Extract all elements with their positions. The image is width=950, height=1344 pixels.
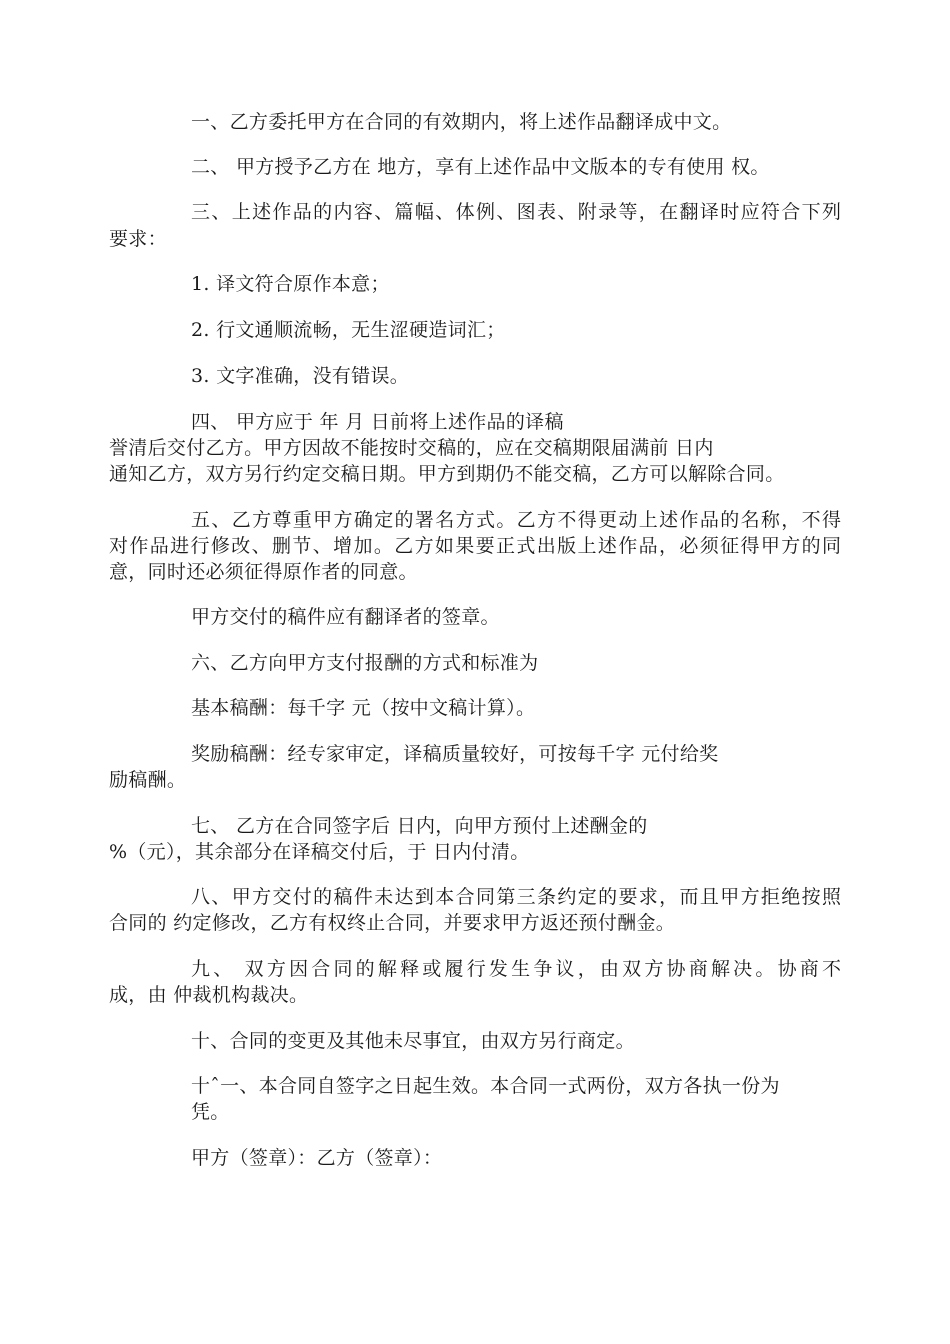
clause-9-line-2: 成，由 仲裁机构裁决。 [109,984,309,1006]
clause-7-line-1: 七、 乙方在合同签字后 日内，向甲方预付上述酬金的 [191,815,648,837]
clause-5-line-3: 意，同时还必须征得原作者的同意。 [109,561,418,583]
clause-7-line-2: %（元），其余部分在译稿交付后，于 日内付清。 [109,841,530,863]
clause-8-line-2: 合同的 约定修改，乙方有权终止合同，并要求甲方返还预付酬金。 [109,912,676,934]
basic-fee-line: 基本稿酬：每千字 元（按中文稿计算）。 [191,697,536,719]
clause-11-line-1: 十ˆ一、本合同自签字之日起生效。本合同一式两份，双方各执一份为 [191,1075,780,1097]
clause-4-line-2: 誉清后交付乙方。甲方因故不能按时交稿的，应在交稿期限届满前 日内 [109,437,714,459]
clause-1-line-1: 一、乙方委托甲方在合同的有效期内，将上述作品翻译成中文。 [191,111,732,133]
clause-10-line-1: 十、合同的变更及其他未尽事宜，由双方另行商定。 [191,1030,635,1052]
clause-5-line-1: 五、乙方尊重甲方确定的署名方式。乙方不得更动上述作品的名称，不得 [191,509,841,531]
bonus-fee-line-2: 励稿酬。 [109,769,187,791]
requirement-2: 2. 行文通顺流畅，无生涩硬造词汇； [191,319,506,341]
requirement-1: 1. 译文符合原作本意； [191,273,390,295]
bonus-fee-line-1: 奖励稿酬：经专家审定，译稿质量较好，可按每千字 元付给奖 [191,743,719,765]
clause-6-line-1: 六、乙方向甲方支付报酬的方式和标准为 [191,652,539,674]
clause-4-line-1: 四、 甲方应于 年 月 日前将上述作品的译稿 [191,411,564,433]
requirement-3: 3. 文字准确，没有错误。 [191,365,410,387]
clause-3-line-2: 要求： [109,228,167,250]
clause-5-line-2: 对作品进行修改、删节、增加。乙方如果要正式出版上述作品，必须征得甲方的同 [109,535,841,557]
clause-11-line-2: 凭。 [191,1101,230,1123]
translator-signature-note: 甲方交付的稿件应有翻译者的签章。 [191,606,500,628]
clause-8-line-1: 八、甲方交付的稿件未达到本合同第三条约定的要求，而且甲方拒绝按照 [191,886,841,908]
clause-4-line-3: 通知乙方，双方另行约定交稿日期。甲方到期仍不能交稿，乙方可以解除合同。 [109,463,785,485]
clause-9-line-1: 九、 双方因合同的解释或履行发生争议，由双方协商解决。协商不 [191,958,841,980]
clause-2-line-1: 二、 甲方授予乙方在 地方，享有上述作品中文版本的专有使用 权。 [191,156,770,178]
clause-3-line-1: 三、上述作品的内容、篇幅、体例、图表、附录等，在翻译时应符合下列 [191,201,841,223]
signature-line: 甲方（签章）：乙方（签章）： [191,1147,443,1169]
